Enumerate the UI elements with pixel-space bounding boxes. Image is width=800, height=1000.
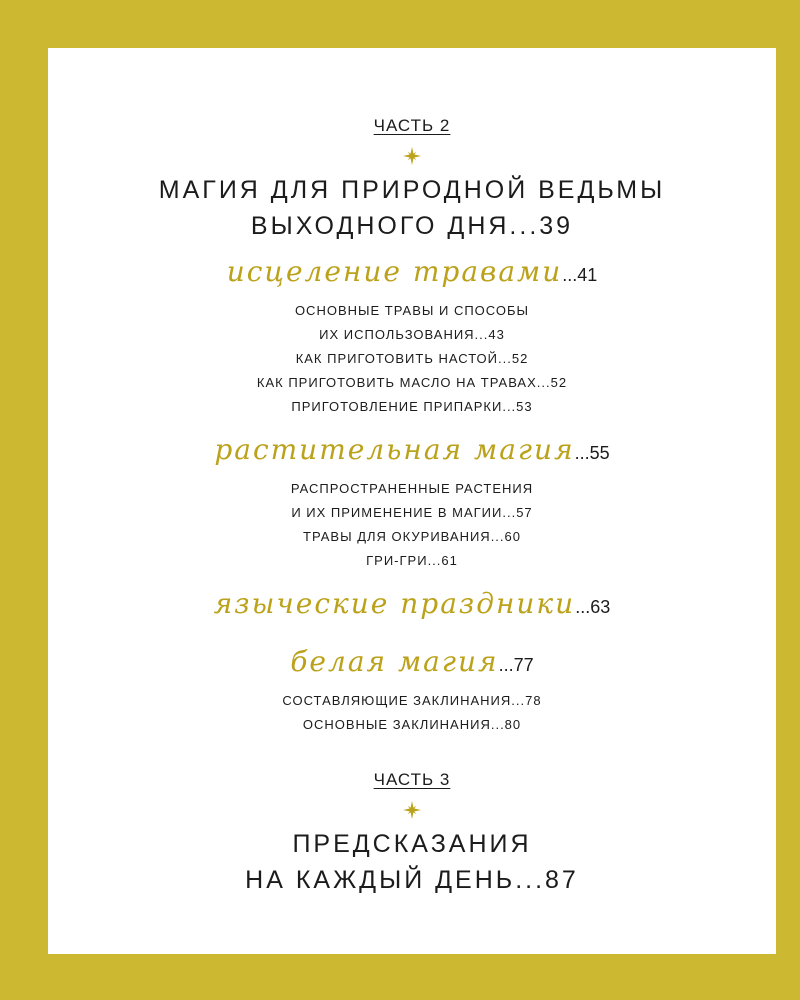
chapter-pagan-holidays xyxy=(48,586,776,625)
chapter-title-text: белая магия xyxy=(290,645,499,678)
chapter-page: ...63 xyxy=(575,597,611,617)
list-item: ОСНОВНЫЕ ЗАКЛИНАНИЯ...80 xyxy=(302,717,522,732)
chapter-items xyxy=(48,299,776,419)
part2-label: ЧАСТЬ 2 xyxy=(373,116,451,135)
sparkle-star-icon xyxy=(402,146,422,166)
toc-page xyxy=(48,48,776,954)
chapter-page: ...41 xyxy=(562,265,598,285)
list-item: РАСПРОСТРАНЕННЫЕ РАСТЕНИЯ xyxy=(290,481,534,496)
chapter-title-text: исцеление травами xyxy=(226,255,563,288)
chapter-title xyxy=(48,644,776,683)
chapter-herbal-healing xyxy=(48,254,776,419)
chapter-title xyxy=(48,432,776,471)
part2-title xyxy=(48,172,776,244)
part3-title-line1: ПРЕДСКАЗАНИЯ xyxy=(292,830,532,858)
part2-title-line1: МАГИЯ ДЛЯ ПРИРОДНОЙ ВЕДЬМЫ xyxy=(158,176,666,204)
part3-title xyxy=(48,826,776,898)
chapter-items xyxy=(48,689,776,737)
chapter-title-text: языческие праздники xyxy=(213,587,576,620)
list-item: ТРАВЫ ДЛЯ ОКУРИВАНИЯ...60 xyxy=(303,529,521,544)
list-item: КАК ПРИГОТОВИТЬ МАСЛО НА ТРАВАХ...52 xyxy=(256,375,568,390)
chapter-title xyxy=(48,254,776,293)
chapter-title xyxy=(48,586,776,625)
sparkle-star-icon xyxy=(402,800,422,820)
list-item: ОСНОВНЫЕ ТРАВЫ И СПОСОБЫ xyxy=(294,303,530,318)
list-item: СОСТАВЛЯЮЩИЕ ЗАКЛИНАНИЯ...78 xyxy=(282,693,542,708)
chapter-plant-magic xyxy=(48,432,776,573)
chapter-page: ...55 xyxy=(574,443,610,463)
list-item: КАК ПРИГОТОВИТЬ НАСТОЙ...52 xyxy=(295,351,529,366)
part3-header xyxy=(48,770,776,898)
list-item: И ИХ ПРИМЕНЕНИЕ В МАГИИ...57 xyxy=(291,505,533,520)
chapter-items xyxy=(48,477,776,573)
chapter-page: ...77 xyxy=(498,655,534,675)
list-item: ИХ ИСПОЛЬЗОВАНИЯ...43 xyxy=(319,327,505,342)
list-item: ГРИ-ГРИ...61 xyxy=(366,553,458,568)
part3-label: ЧАСТЬ 3 xyxy=(373,770,451,789)
part2-header xyxy=(48,116,776,244)
part2-title-line2: ВЫХОДНОГО ДНЯ...39 xyxy=(250,212,574,240)
list-item: ПРИГОТОВЛЕНИЕ ПРИПАРКИ...53 xyxy=(291,399,533,414)
chapter-title-text: растительная магия xyxy=(214,433,575,466)
chapter-white-magic xyxy=(48,644,776,737)
part3-title-line2: НА КАЖДЫЙ ДЕНЬ...87 xyxy=(245,866,579,894)
